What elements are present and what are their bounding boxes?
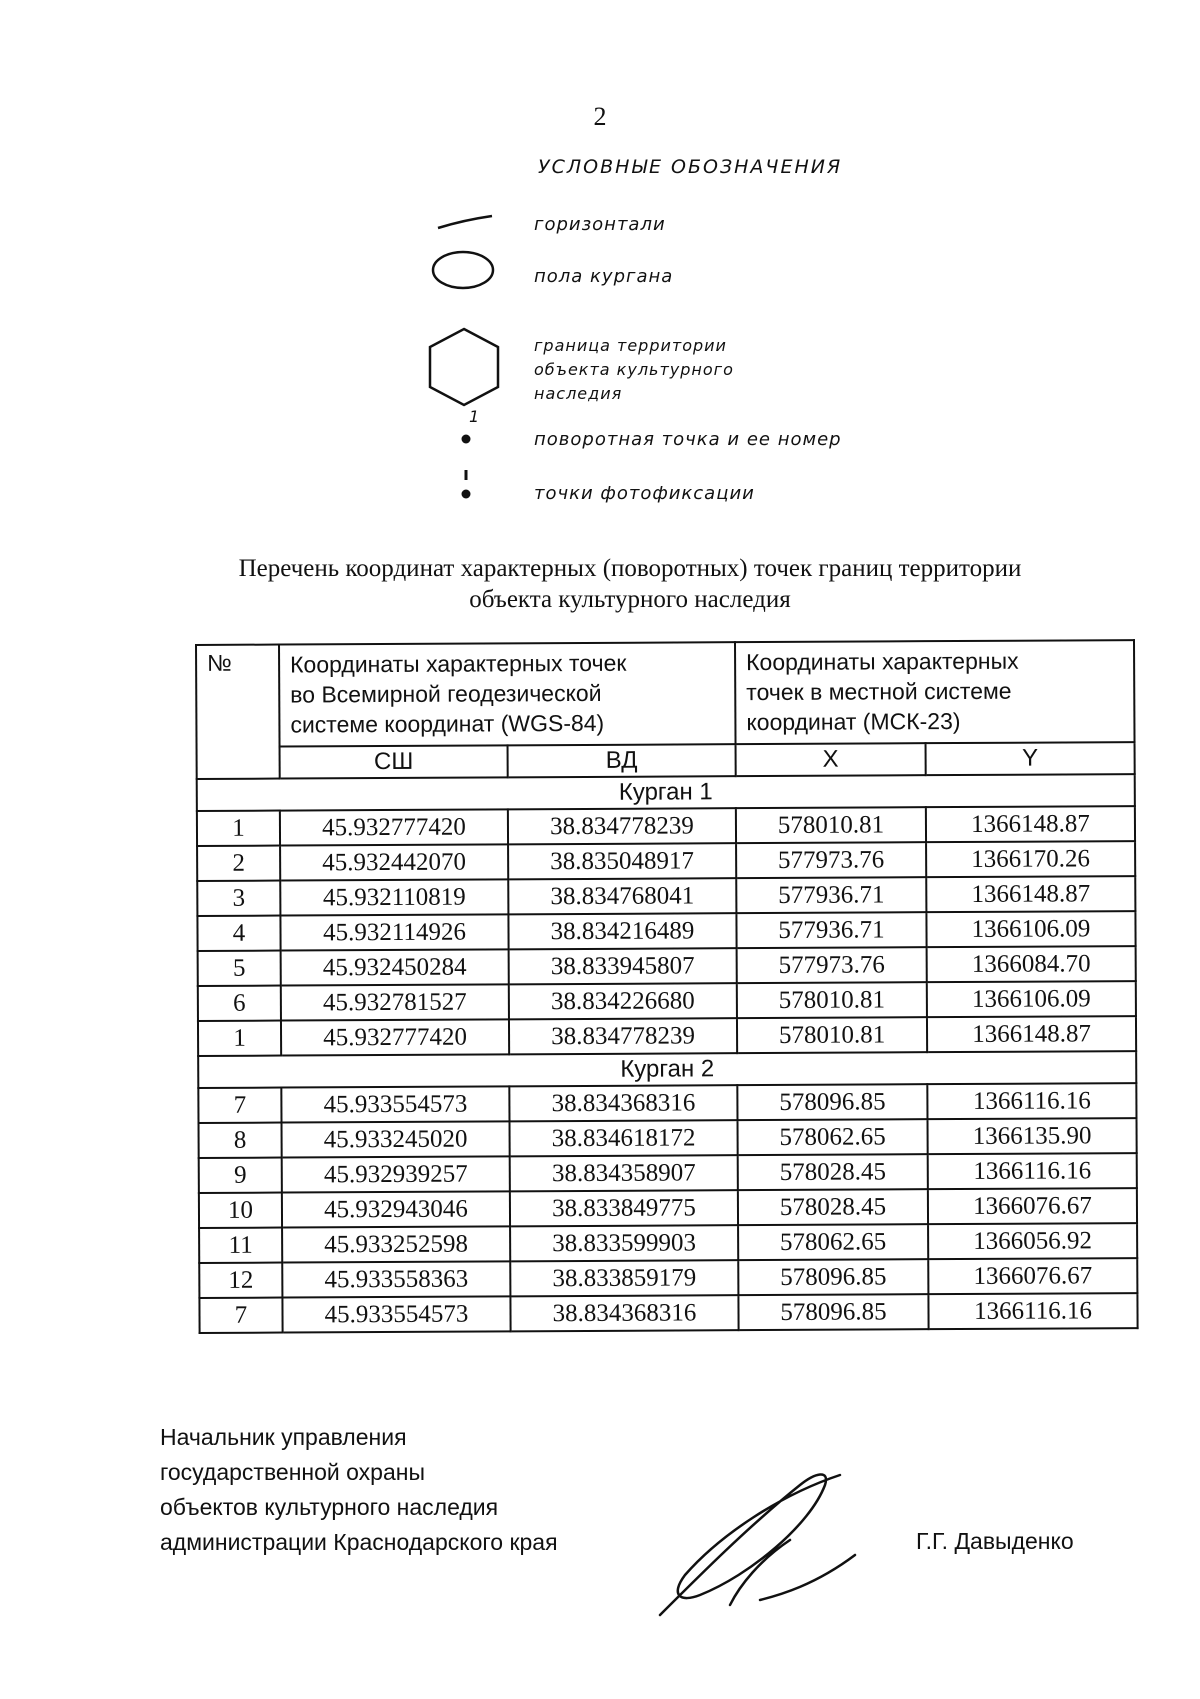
group-title: Курган 1	[197, 774, 1135, 811]
legend-label-turning-point: поворотная точка и ее номер	[534, 429, 842, 450]
header-longitude: ВД	[508, 744, 736, 777]
legend-label-boundary-line-2: объекта культурного	[534, 360, 734, 379]
y-cell: 1366170.26	[926, 841, 1135, 877]
table-row	[197, 876, 1135, 916]
table-row	[198, 1083, 1136, 1123]
group-title: Курган 2	[198, 1051, 1136, 1088]
point-number-cell: 2	[197, 846, 280, 881]
x-cell: 578062.65	[738, 1119, 928, 1155]
x-cell: 578096.85	[738, 1259, 928, 1295]
table-body	[197, 774, 1138, 1333]
group-row	[198, 1051, 1136, 1088]
y-cell: 1366106.09	[926, 911, 1135, 947]
y-cell: 1366076.67	[928, 1188, 1137, 1224]
longitude-cell: 38.834216489	[508, 913, 736, 949]
x-cell: 577973.76	[736, 842, 926, 878]
signatory-line: Начальник управления	[160, 1424, 407, 1450]
signatory-line: объектов культурного наследия	[160, 1494, 499, 1520]
longitude-cell: 38.834226680	[509, 983, 737, 1019]
point-number-cell: 1	[198, 1021, 281, 1056]
x-cell: 577936.71	[736, 912, 926, 948]
longitude-cell: 38.834768041	[508, 878, 736, 914]
y-cell: 1366135.90	[927, 1118, 1136, 1154]
point-number-cell: 6	[198, 986, 281, 1021]
signatory-line: государственной охраны	[160, 1459, 425, 1485]
point-number-cell: 9	[199, 1158, 282, 1193]
table-row	[197, 911, 1135, 951]
header-wgs84-line: во Всемирной геодезической	[290, 679, 602, 708]
heading-line-2: объекта культурного наследия	[469, 586, 791, 613]
legend-label-contours: горизонтали	[534, 214, 666, 235]
longitude-cell: 38.834778239	[509, 1018, 737, 1054]
x-cell: 578062.65	[738, 1224, 928, 1260]
y-cell: 1366056.92	[928, 1223, 1137, 1259]
legend-title: УСЛОВНЫЕ ОБОЗНАЧЕНИЯ	[538, 156, 843, 178]
latitude-cell: 45.932781527	[281, 984, 509, 1020]
signatory-position	[160, 1420, 558, 1560]
header-wgs84-line: системе координат (WGS-84)	[290, 709, 605, 738]
coordinates-list-heading	[150, 553, 1110, 615]
x-cell: 578028.45	[738, 1189, 928, 1225]
table-row	[199, 1153, 1137, 1193]
latitude-cell: 45.932943046	[282, 1191, 510, 1227]
legend-label-mound: пола кургана	[534, 266, 674, 287]
table-row	[198, 981, 1136, 1021]
header-latitude: СШ	[280, 745, 508, 778]
table-row	[199, 1223, 1137, 1263]
y-cell: 1366084.70	[927, 946, 1136, 982]
table-row	[199, 1293, 1137, 1333]
y-cell: 1366148.87	[927, 1016, 1136, 1052]
point-number-cell: 11	[199, 1228, 282, 1263]
point-number-cell: 12	[199, 1263, 282, 1298]
header-wgs84	[279, 642, 736, 746]
point-number-cell: 3	[197, 881, 280, 916]
latitude-cell: 45.933558363	[282, 1261, 510, 1297]
longitude-cell: 38.833599903	[510, 1225, 738, 1261]
x-cell: 578010.81	[737, 982, 927, 1018]
signatory-name: Г.Г. Давыденко	[916, 1528, 1074, 1554]
latitude-cell: 45.932939257	[282, 1156, 510, 1192]
heading-line-1: Перечень координат характерных (поворотных) точек границ территории	[238, 555, 1022, 582]
point-number-cell: 5	[198, 951, 281, 986]
y-cell: 1366116.16	[927, 1083, 1136, 1119]
y-cell: 1366116.16	[928, 1153, 1137, 1189]
latitude-cell: 45.932114926	[280, 914, 508, 950]
latitude-cell: 45.933252598	[282, 1226, 510, 1262]
x-cell: 577936.71	[736, 877, 926, 913]
table-row	[199, 1258, 1137, 1298]
y-cell: 1366116.16	[928, 1293, 1137, 1329]
table-row	[198, 1016, 1136, 1056]
header-msk23	[735, 640, 1135, 744]
latitude-cell: 45.932777420	[281, 1019, 509, 1055]
x-cell: 578096.85	[737, 1084, 927, 1120]
header-number: №	[196, 645, 280, 779]
point-number-cell: 7	[198, 1088, 281, 1123]
longitude-cell: 38.833859179	[510, 1260, 738, 1296]
x-cell: 577973.76	[737, 947, 927, 983]
latitude-cell: 45.933245020	[282, 1121, 510, 1157]
header-x: X	[736, 743, 926, 776]
x-cell: 578010.81	[736, 807, 926, 843]
table-row	[197, 841, 1135, 881]
table-row	[199, 1188, 1137, 1228]
longitude-cell: 38.834368316	[509, 1085, 737, 1121]
longitude-cell: 38.834618172	[510, 1120, 738, 1156]
mound-ellipse-icon	[430, 249, 496, 291]
latitude-cell: 45.932110819	[280, 879, 508, 915]
header-y: Y	[926, 742, 1135, 775]
legend-label-boundary-line-3: наследия	[534, 384, 623, 403]
x-cell: 578010.81	[737, 1017, 927, 1053]
longitude-cell: 38.834358907	[510, 1155, 738, 1191]
photo-point-icon	[459, 468, 473, 502]
turning-point-icon	[459, 432, 473, 446]
table-row	[197, 806, 1135, 846]
signatory-line: администрации Краснодарского края	[160, 1529, 558, 1555]
y-cell: 1366148.87	[926, 806, 1135, 842]
longitude-cell: 38.833945807	[509, 948, 737, 984]
x-cell: 578096.85	[738, 1294, 928, 1330]
handwritten-signature	[640, 1455, 880, 1625]
y-cell: 1366106.09	[927, 981, 1136, 1017]
longitude-cell: 38.833849775	[510, 1190, 738, 1226]
header-msk23-line: Координаты характерных	[746, 647, 1019, 676]
table-row	[199, 1118, 1137, 1158]
latitude-cell: 45.932442070	[280, 844, 508, 880]
table-row	[198, 946, 1136, 986]
point-number-cell: 4	[197, 916, 280, 951]
group-row	[197, 774, 1135, 811]
longitude-cell: 38.834368316	[510, 1295, 738, 1331]
longitude-cell: 38.834778239	[508, 808, 736, 844]
header-msk23-line: координат (МСК-23)	[746, 707, 961, 736]
longitude-cell: 38.835048917	[508, 843, 736, 879]
legend-label-photo-points: точки фотофиксации	[534, 483, 755, 504]
latitude-cell: 45.933554573	[281, 1086, 509, 1122]
header-msk23-line: точек в местной системе	[746, 677, 1012, 706]
boundary-hexagon-icon	[426, 326, 502, 408]
y-cell: 1366076.67	[928, 1258, 1137, 1294]
latitude-cell: 45.932450284	[281, 949, 509, 985]
page-number: 2	[593, 102, 607, 131]
x-cell: 578028.45	[738, 1154, 928, 1190]
point-number-cell: 1	[197, 811, 280, 846]
turning-point-number: 1	[469, 407, 481, 426]
header-wgs84-line: Координаты характерных точек	[290, 649, 627, 678]
latitude-cell: 45.932777420	[280, 809, 508, 845]
point-number-cell: 8	[199, 1123, 282, 1158]
legend-label-boundary-line-1: граница территории	[534, 336, 727, 355]
y-cell: 1366148.87	[926, 876, 1135, 912]
coordinates-table	[195, 639, 1139, 1334]
point-number-cell: 7	[199, 1298, 282, 1333]
latitude-cell: 45.933554573	[282, 1296, 510, 1332]
contour-line-icon	[436, 212, 496, 232]
point-number-cell: 10	[199, 1193, 282, 1228]
